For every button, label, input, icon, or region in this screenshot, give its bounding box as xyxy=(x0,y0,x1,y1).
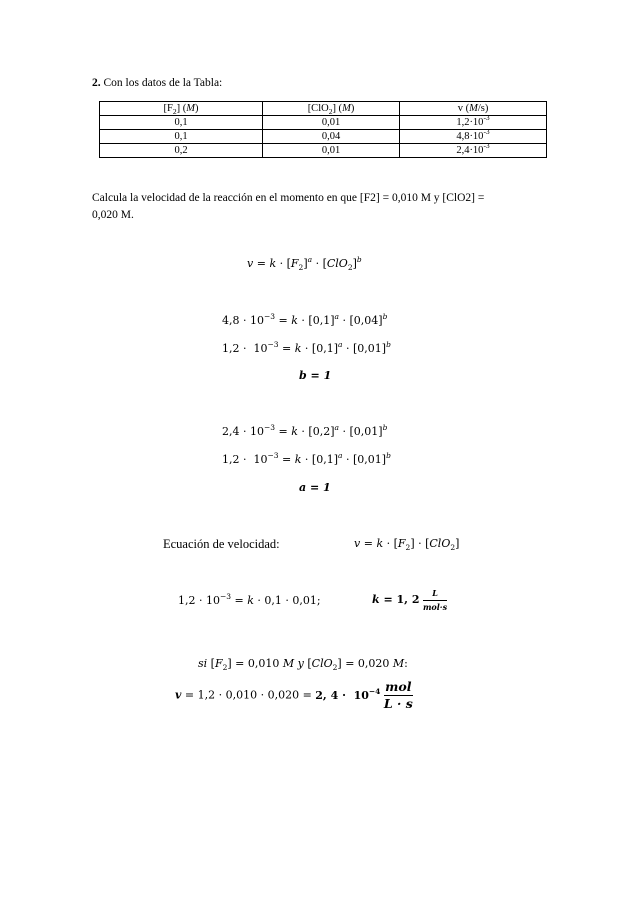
problem-intro xyxy=(92,77,222,89)
problem-number: 2. xyxy=(92,77,101,89)
condition-line: si $[F_2] = 0,010$ M y [ClO$_2$] = 0,020 M: xyxy=(198,657,408,672)
table-row xyxy=(100,130,547,144)
k-calculation: $1,2 \cdot 10^{-3} = k \cdot 0,1 \cdot 0,01$; xyxy=(178,592,321,607)
cell-clo2: 0,04 xyxy=(263,130,400,144)
equation-1: $4,8 \cdot 10^{-3} = k \cdot [0,1]^a \cdot [0,04]^b$ xyxy=(222,312,388,327)
problem-intro-text: Con los datos de la Tabla: xyxy=(103,77,223,89)
table-header-row xyxy=(100,102,547,116)
equation-2: $1,2 \cdot 10^{-3} = k \cdot [0,1]^a \cdot [0,01]^b$ xyxy=(222,340,391,355)
k-result: k = 1, 2 $\frac{L}{\text{mol·s}}$ xyxy=(372,588,448,612)
cell-clo2: 0,01 xyxy=(263,116,400,130)
equation-3: $2,4 \cdot 10^{-3} = k \cdot [0,2]^a \cdot [0,01]^b$ xyxy=(222,423,388,438)
table-row xyxy=(100,116,547,130)
final-result: v = 1,2 · 0,010 · 0,020 = 2, $4 \cdot 10^{-4}$ $\frac{\text{mol}}{L \cdot s}$ xyxy=(175,679,413,711)
k-units-fraction: $\frac{L}{\text{mol·s}}$ xyxy=(422,588,448,612)
equation-4: $1,2 \cdot 10^{-3} = k \cdot [0,1]^a \cdot [0,01]^b$ xyxy=(222,451,391,466)
cell-v: $2,4\cdot 10^{-3}$ xyxy=(400,144,547,158)
question-line-2: 0,020 M. xyxy=(92,209,134,221)
question-line-1: Calcula la velocidad de la reacción en el momento en que [F2] = 0,010 M y [ClO2] = xyxy=(92,192,485,204)
rate-equation: $v = k \cdot [F_2] \cdot [ClO_2]$ xyxy=(354,537,460,552)
header-clo2: [ClO$_2$] (M) xyxy=(263,102,400,116)
header-f2: $[F_2]$ (M) xyxy=(100,102,263,116)
data-table xyxy=(99,101,547,158)
result-b: b = 1 xyxy=(299,369,332,382)
cell-v: $4,8\cdot 10^{-3}$ xyxy=(400,130,547,144)
rate-equation-label: Ecuación de velocidad: xyxy=(163,537,280,551)
final-units-fraction: $\frac{\text{mol}}{L \cdot s}$ xyxy=(383,679,413,711)
cell-v: $1,2\cdot 10^{-3}$ xyxy=(400,116,547,130)
result-a: a = 1 xyxy=(299,481,331,494)
cell-f2: 0,1 xyxy=(100,130,263,144)
cell-clo2: 0,01 xyxy=(263,144,400,158)
rate-law-equation: $v = k \cdot [F_2]^a \cdot [ClO_2]^b$ xyxy=(247,255,362,272)
table-row xyxy=(100,144,547,158)
cell-f2: 0,1 xyxy=(100,116,263,130)
cell-f2: 0,2 xyxy=(100,144,263,158)
header-v: v (M/s) xyxy=(400,102,547,116)
